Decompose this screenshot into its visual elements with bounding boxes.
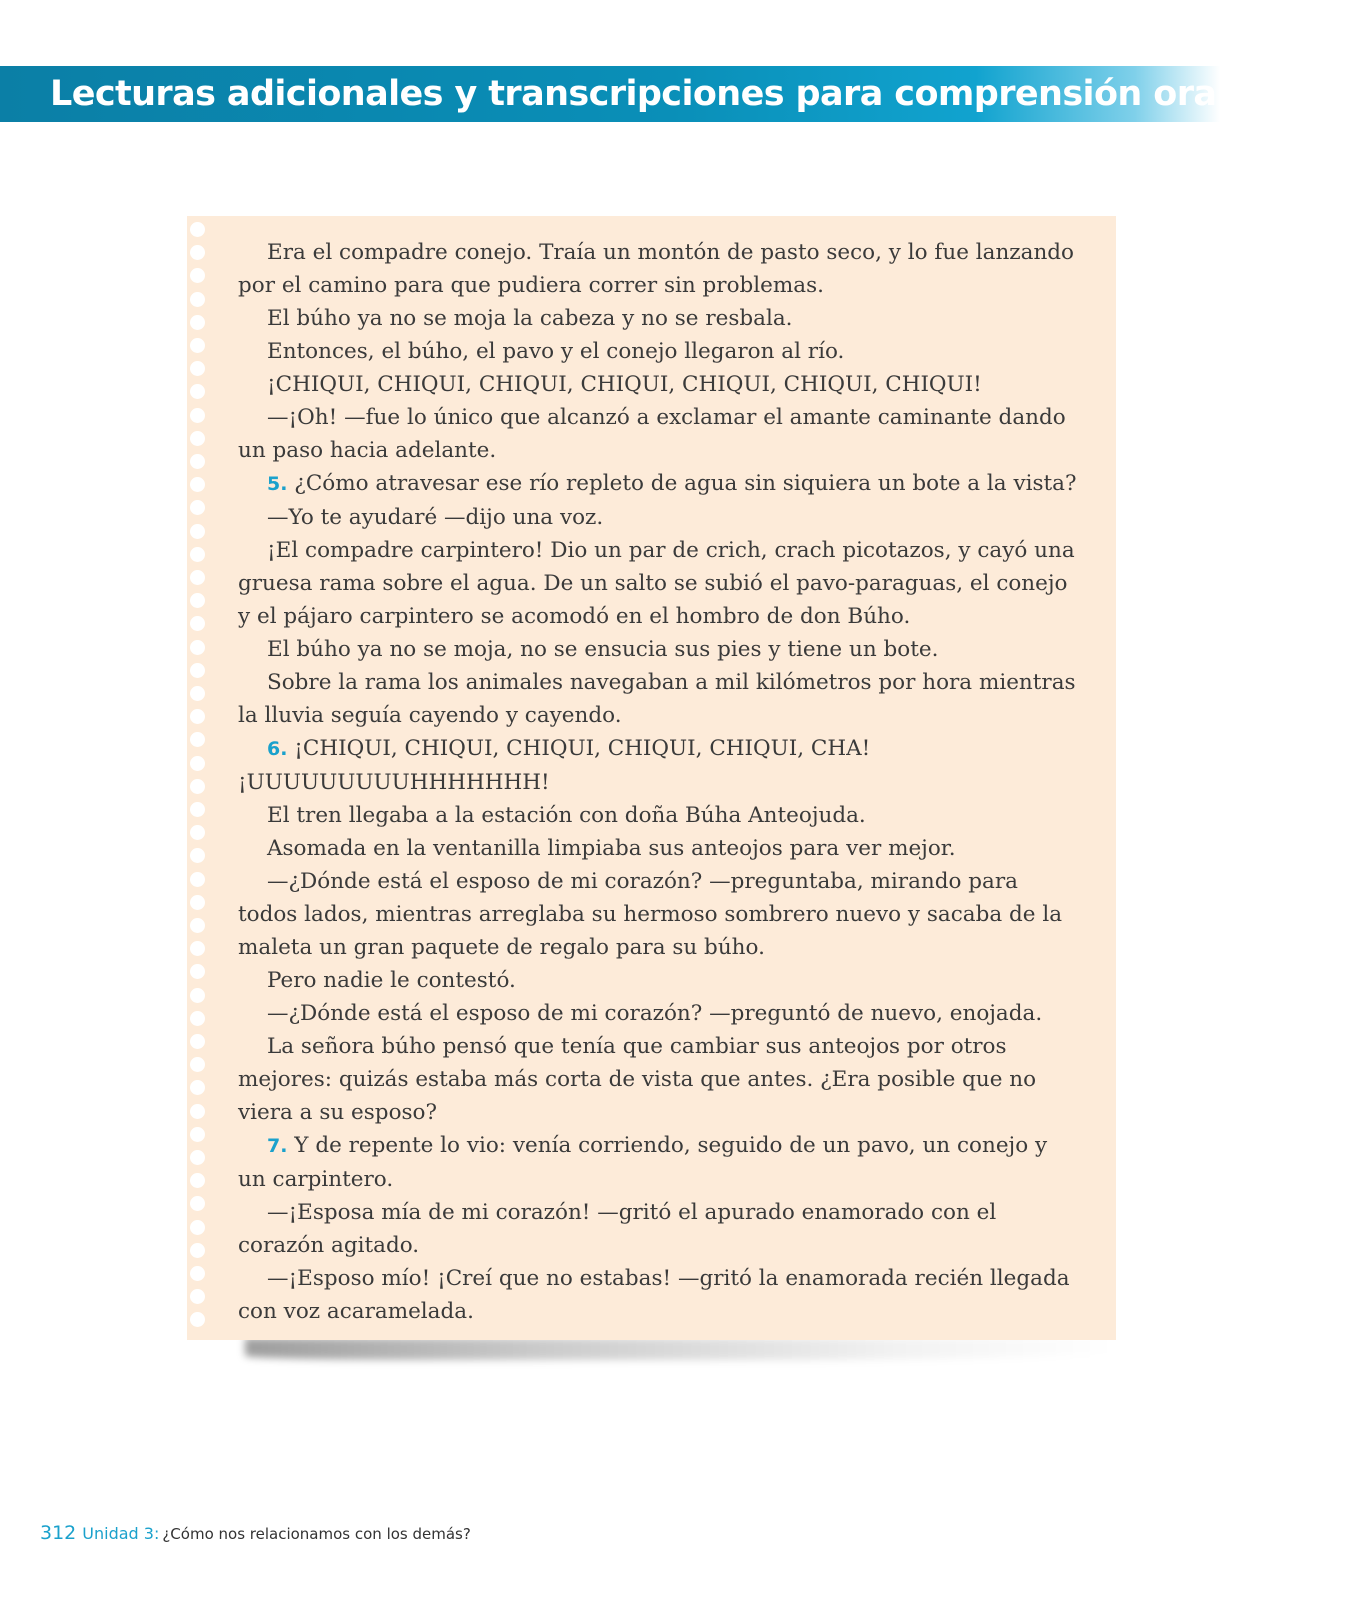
reading-line-text: todos lados, mientras arreglaba su hermoso sombrero nuevo y sacaba de la [238,902,1063,927]
reading-line-text: Entonces, el búho, el pavo y el conejo llegaron al río. [267,339,845,364]
spiral-hole [190,872,205,887]
spiral-hole [190,709,205,724]
spiral-hole [190,732,205,747]
reading-line-text: —¿Dónde está el esposo de mi corazón? —preguntó de nuevo, enojada. [267,1001,1043,1026]
reading-line-text: Era el compadre conejo. Traía un montón de pasto seco, y lo fue lanzando [267,240,1075,265]
page-number: 312 [40,1522,77,1544]
reading-line [238,931,1084,964]
reading-line [238,1063,1084,1096]
note-shadow [245,1338,1115,1360]
reading-line [238,1030,1084,1063]
reading-line [238,567,1084,600]
spiral-hole [190,640,205,655]
spiral-hole [190,593,205,608]
spiral-hole [190,1104,205,1119]
reading-line-text: la lluvia seguía cayendo y cayendo. [238,703,622,728]
reading-line-text: —Yo te ayudaré —dijo una voz. [267,505,604,530]
reading-line [238,600,1084,633]
reading-line [238,799,1084,832]
reading-line-text: El tren llegaba a la estación con doña Búha Anteojuda. [267,803,866,828]
spiral-hole [190,338,205,353]
spiral-hole [190,686,205,701]
spiral-hole [190,1127,205,1142]
reading-line-text: gruesa rama sobre el agua. De un salto se subió el pavo-paraguas, el conejo [238,571,1068,596]
reading-line [238,1129,1084,1163]
reading-line-text: —¡Oh! —fue lo único que alcanzó a exclamar el amante caminante dando [267,405,1066,430]
spiral-hole [190,408,205,423]
spiral-hole [190,1220,205,1235]
reading-line-text: El búho ya no se moja, no se ensucia sus pies y tiene un bote. [267,637,939,662]
reading-line [238,1096,1084,1129]
reading-line-text: por el camino para que pudiera correr sin problemas. [238,273,824,298]
reading-line [238,666,1084,699]
reading-line-text: —¿Dónde está el esposo de mi corazón? —preguntaba, mirando para [267,869,1018,894]
spiral-hole [190,454,205,469]
reading-line-text: ¡CHIQUI, CHIQUI, CHIQUI, CHIQUI, CHIQUI, CHA! [294,736,871,761]
reading-line-text: Y de repente lo vio: venía corriendo, seguido de un pavo, un conejo y [294,1133,1048,1158]
spiral-hole [190,988,205,1003]
reading-line-text: Asomada en la ventanilla limpiaba sus anteojos para ver mejor. [267,836,956,861]
spiral-hole [190,500,205,515]
reading-line [238,1229,1084,1262]
reading-line [238,699,1084,732]
reading-line [238,368,1084,401]
paragraph-number: 5. [267,473,288,495]
reading-line [238,434,1084,467]
spiral-hole [190,431,205,446]
spiral-hole [190,477,205,492]
reading-text [238,236,1084,1328]
spiral-hole [190,802,205,817]
spiral-hole [190,1173,205,1188]
spiral-hole [190,1011,205,1026]
spiral-hole [190,1196,205,1211]
reading-line [238,865,1084,898]
unit-label: Unidad 3: [82,1524,160,1543]
reading-line [238,534,1084,567]
spiral-hole [190,361,205,376]
reading-line [238,401,1084,434]
reading-line-text: viera a su esposo? [238,1100,438,1125]
reading-line-text: —¡Esposo mío! ¡Creí que no estabas! —gritó la enamorada recién llegada [267,1266,1070,1291]
paragraph-number: 7. [267,1135,288,1157]
spiral-hole [190,268,205,283]
spiral-hole [190,524,205,539]
reading-line [238,832,1084,865]
reading-line-text: un paso hacia adelante. [238,438,497,463]
reading-line [238,302,1084,335]
reading-line-text: ¡UUUUUUUUUHHHHHHH! [238,770,550,795]
spiral-hole [190,1150,205,1165]
reading-line [238,898,1084,931]
reading-line-text: con voz acaramelada. [238,1299,474,1324]
reading-line-text: mejores: quizás estaba más corta de vista que antes. ¿Era posible que no [238,1067,1037,1092]
reading-line-text: y el pájaro carpintero se acomodó en el hombro de don Búho. [238,604,911,629]
reading-line [238,1262,1084,1295]
spiral-hole [190,848,205,863]
spiral-hole [190,1312,205,1327]
reading-line [238,236,1084,269]
spiral-hole [190,825,205,840]
reading-line [238,501,1084,534]
spiral-hole [190,222,205,237]
spiral-hole [190,895,205,910]
reading-line-text: ¿Cómo atravesar ese río repleto de agua sin siquiera un bote a la vista? [294,471,1077,496]
spiral-hole [190,1266,205,1281]
paragraph-number: 6. [267,738,288,760]
reading-line-text: corazón agitado. [238,1233,420,1258]
reading-line [238,335,1084,368]
spiral-hole [190,941,205,956]
spiral-hole [190,616,205,631]
reading-line [238,997,1084,1030]
spiral-hole [190,1289,205,1304]
reading-line-text: Pero nadie le contestó. [267,968,516,993]
spiral-hole [190,245,205,260]
page-footer [40,1522,471,1544]
spiral-hole [190,964,205,979]
reading-line [238,964,1084,997]
spiral-hole [190,547,205,562]
reading-line-text: maleta un gran paquete de regalo para su búho. [238,935,765,960]
spiral-hole [190,315,205,330]
reading-line [238,1196,1084,1229]
reading-line-text: El búho ya no se moja la cabeza y no se resbala. [267,306,793,331]
reading-line [238,269,1084,302]
reading-line-text: Sobre la rama los animales navegaban a mil kilómetros por hora mientras [267,670,1076,695]
reading-line-text: La señora búho pensó que tenía que cambiar sus anteojos por otros [267,1034,1007,1059]
reading-line-text: ¡El compadre carpintero! Dio un par de crich, crach picotazos, y cayó una [267,538,1075,563]
spiral-hole [190,1080,205,1095]
spiral-hole [190,756,205,771]
reading-line [238,732,1084,766]
reading-line-text: —¡Esposa mía de mi corazón! —gritó el apurado enamorado con el [267,1200,997,1225]
spiral-hole [190,384,205,399]
unit-question: ¿Cómo nos relacionamos con los demás? [162,1525,471,1543]
spiral-holes [187,216,209,1340]
reading-line-text: un carpintero. [238,1167,394,1192]
reading-line-text: ¡CHIQUI, CHIQUI, CHIQUI, CHIQUI, CHIQUI, CHIQUI, CHIQUI! [267,372,982,397]
spiral-hole [190,1243,205,1258]
spiral-hole [190,779,205,794]
spiral-hole [190,918,205,933]
reading-line [238,1295,1084,1328]
page-title: Lecturas adicionales y transcripciones para comprensión oral [50,74,1228,114]
spiral-hole [190,570,205,585]
reading-line [238,467,1084,501]
spiral-hole [190,663,205,678]
reading-line [238,766,1084,799]
spiral-hole [190,1057,205,1072]
header-banner [0,66,1228,122]
spiral-hole [190,1034,205,1049]
reading-line [238,1163,1084,1196]
spiral-hole [190,292,205,307]
reading-line [238,633,1084,666]
